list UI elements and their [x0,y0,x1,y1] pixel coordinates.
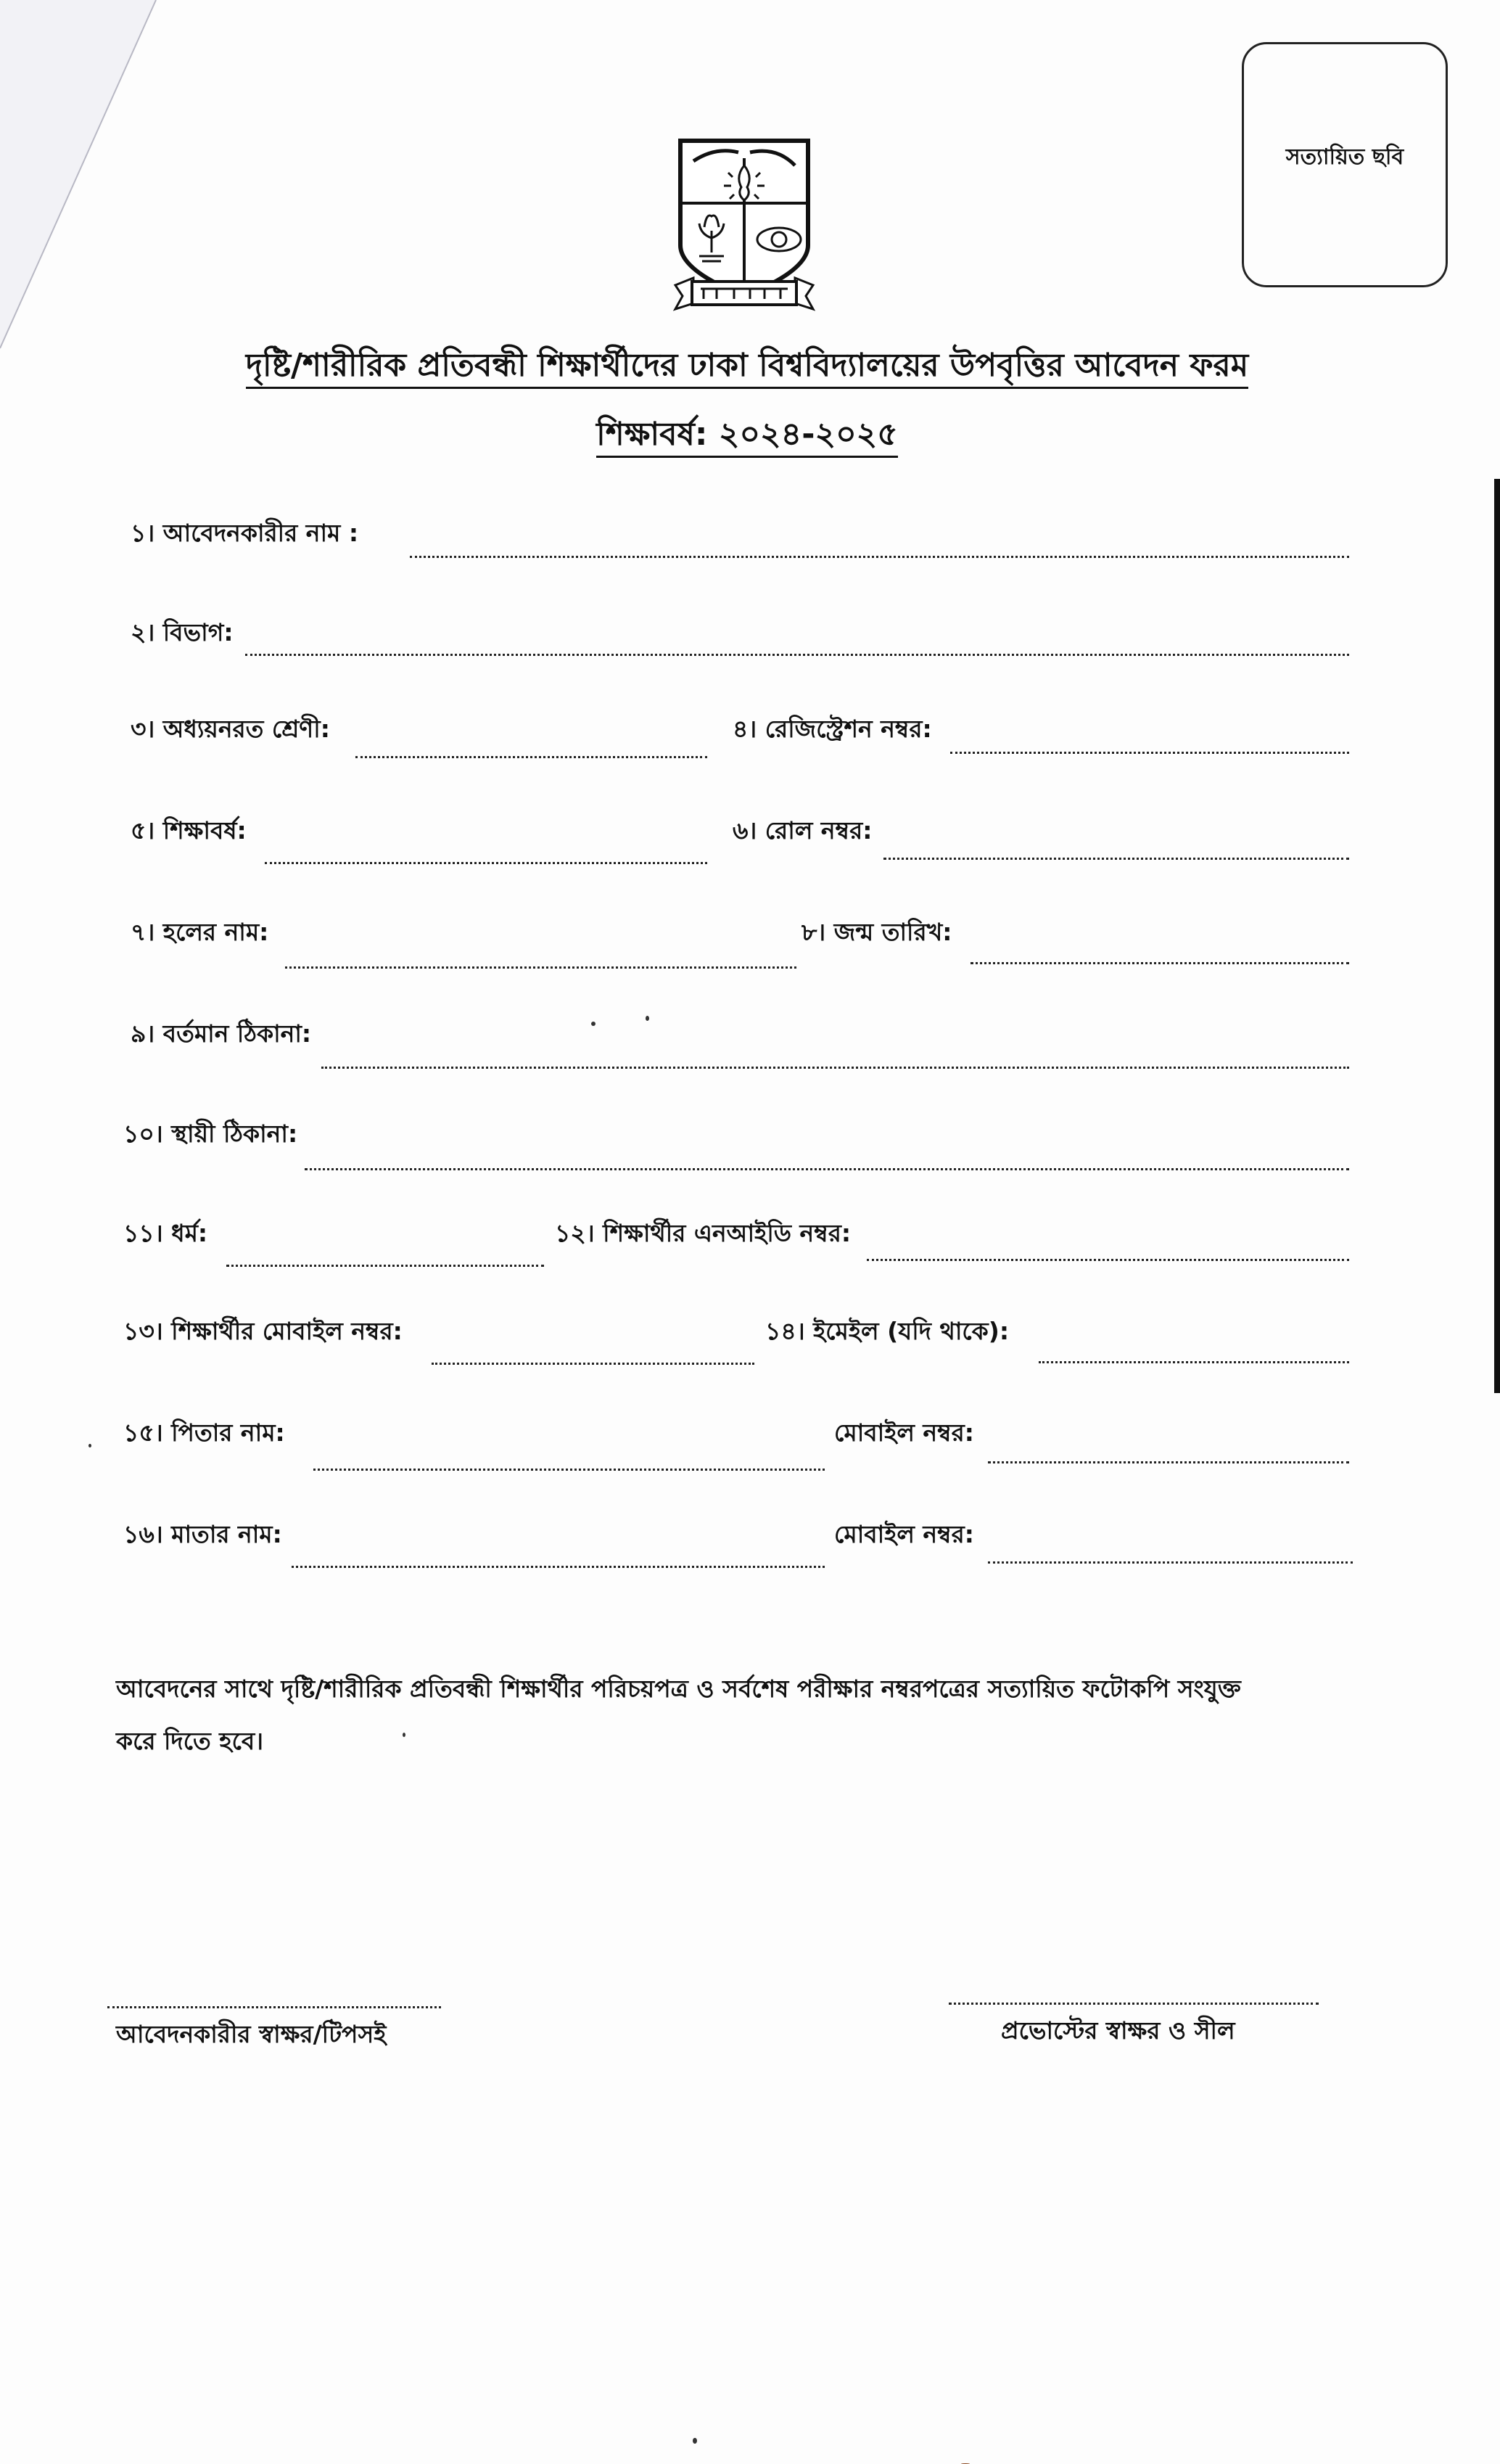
applicant-name-input[interactable] [410,556,1349,558]
field-row-applicant-name [0,512,1500,562]
present-address-input[interactable] [321,1067,1349,1069]
mother-mobile-label: মোবাইল নম্বর: [834,1520,974,1548]
form-title [210,341,1284,394]
nid-number-label: ১২। শিক্ষার্থীর এনআইডি নম্বর: [555,1219,852,1247]
roll-number-label: ৬। রোল নম্বর: [733,816,873,845]
religion-input[interactable] [226,1265,544,1267]
attachment-note-line-1: আবেদনের সাথে দৃষ্টি/শারীরিক প্রতিবন্ধী শিক্ষার্থীর পরিচয়পত্র ও সর্বশেষ পরীক্ষার নম্বরপত্রের সত্যায়িত ফটোকপি সংযুক্ত [116,1675,1241,1703]
field-row-permanent-address [0,1112,1500,1163]
student-mobile-label: ১৩। শিক্ষার্থীর মোবাইল নম্বর: [123,1317,403,1345]
mother-mobile-input[interactable] [988,1561,1353,1564]
applicant-signature-line[interactable] [107,2006,441,2008]
mother-name-input[interactable] [292,1566,825,1568]
session-title-text: শিক্ষাবর্ষ: ২০২৪-২০২৫ [596,416,898,458]
scan-speck [403,1733,405,1737]
class-label: ৩। অধ্যয়নরত শ্রেণী: [131,715,330,743]
religion-label: ১১। ধর্ম: [123,1219,208,1247]
field-row-session-roll [0,809,1500,860]
applicant-name-label: ১। আবেদনকারীর নাম : [131,519,359,547]
scan-speck [88,1444,91,1447]
field-row-present-address [0,1012,1500,1063]
session-title [210,410,1284,463]
field-row-mobile-email [0,1310,1500,1360]
field-row-religion-nid [0,1212,1500,1262]
father-name-input[interactable] [313,1469,825,1471]
date-of-birth-input[interactable] [971,962,1349,964]
roll-number-input[interactable] [883,858,1349,860]
present-address-label: ৯। বর্তমান ঠিকানা: [131,1019,312,1048]
provost-signature-line[interactable] [949,2003,1319,2005]
scan-speck [591,1022,596,1026]
class-input[interactable] [355,756,707,758]
field-row-father [0,1411,1500,1462]
attachment-note [116,1663,1393,1767]
permanent-address-label: ১০। স্থায়ী ঠিকানা: [123,1120,298,1148]
father-name-label: ১৫। পিতার নাম: [123,1418,285,1447]
registration-number-input[interactable] [950,752,1349,754]
father-mobile-label: মোবাইল নম্বর: [834,1418,974,1447]
attachment-note-line-2: করে দিতে হবে। [116,1727,264,1755]
mother-name-label: ১৬। মাতার নাম: [123,1520,282,1548]
session-label: ৫। শিক্ষাবর্ষ: [131,816,247,845]
hall-name-label: ৭। হলের নাম: [131,918,269,946]
provost-signature-label: প্রভোস্টের স্বাক্ষর ও সীল [1001,2016,1235,2045]
registration-number-label: ৪। রেজিস্ট্রেশন নম্বর: [733,715,932,743]
nid-number-input[interactable] [867,1259,1349,1261]
attested-photo-box [1242,42,1448,287]
field-row-hall-dob [0,911,1500,961]
department-label: ২। বিভাগ: [131,618,234,646]
photo-box-label: সত্যায়িত ছবি [1285,144,1404,170]
applicant-signature-label: আবেদনকারীর স্বাক্ষর/টিপসই [116,2020,387,2048]
form-title-text: দৃষ্টি/শারীরিক প্রতিবন্ধী শিক্ষার্থীদের ঢাকা বিশ্ববিদ্যালয়ের উপবৃত্তির আবেদন ফরম [246,347,1248,389]
department-input[interactable] [245,654,1349,656]
email-label: ১৪। ইমেইল (যদি থাকে): [765,1317,1010,1345]
field-row-mother [0,1513,1500,1564]
university-logo [672,136,817,314]
father-mobile-input[interactable] [988,1461,1349,1463]
email-input[interactable] [1039,1361,1349,1363]
permanent-address-input[interactable] [305,1168,1349,1170]
student-mobile-input[interactable] [432,1363,754,1365]
hall-name-input[interactable] [285,966,796,969]
date-of-birth-label: ৮। জন্ম তারিখ: [801,918,952,946]
field-row-department [0,611,1500,662]
session-input[interactable] [265,862,707,864]
field-row-class-registration [0,707,1500,758]
scan-speck [646,1016,649,1021]
scan-speck [693,2438,697,2444]
